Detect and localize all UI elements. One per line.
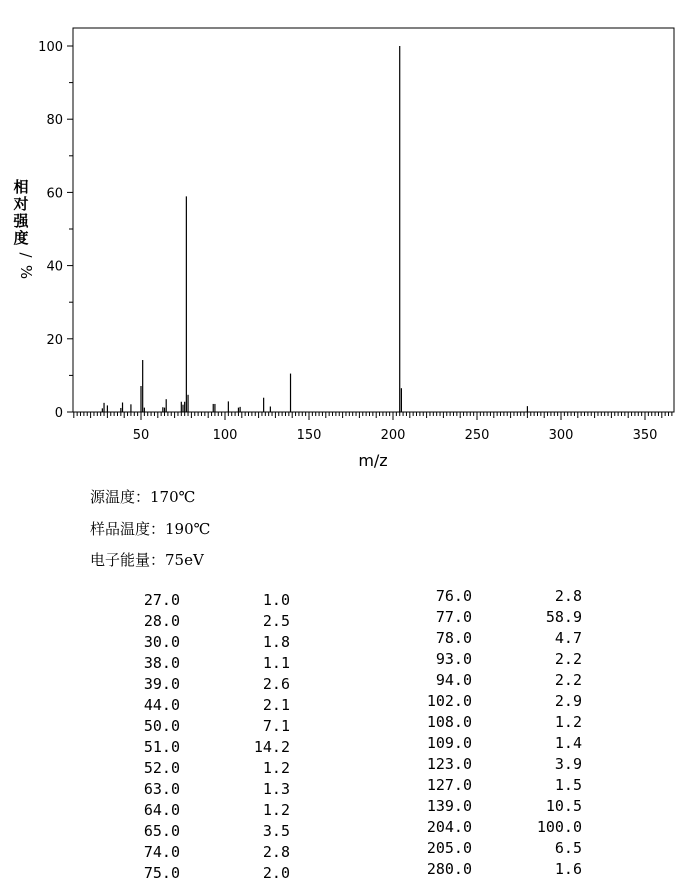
peak-mz: 27.0 [143, 591, 180, 609]
peak-intensity: 6.5 [554, 839, 582, 857]
sample-temperature: 样品温度：190℃ [90, 520, 211, 538]
peak-mz: 93.0 [435, 650, 472, 668]
peak-intensity: 1.2 [262, 759, 290, 777]
peak-table-row [300, 733, 600, 754]
peak-mz: 123.0 [426, 755, 472, 773]
peak-intensity: 7.1 [262, 717, 290, 735]
y-label-char: 度 [13, 229, 29, 247]
peak-table-row [300, 691, 600, 712]
peak-table-row [0, 611, 300, 632]
y-axis-label [12, 178, 35, 279]
peak-table-row [300, 838, 600, 859]
peak-intensity: 100.0 [536, 818, 582, 836]
peak-intensity: 1.3 [262, 780, 290, 798]
peak-table-right [300, 586, 600, 880]
peak-mz: 108.0 [426, 713, 472, 731]
x-tick-label: 50 [132, 428, 150, 443]
peak-table-row [300, 628, 600, 649]
peak-intensity: 14.2 [253, 738, 290, 756]
peak-mz: 77.0 [435, 608, 472, 626]
peak-mz: 205.0 [426, 839, 472, 857]
peak-mz: 51.0 [143, 738, 180, 756]
peak-table-row [0, 842, 300, 863]
y-tick-label: 40 [46, 259, 63, 275]
y-tick-label: 60 [46, 186, 63, 202]
peak-mz: 50.0 [143, 717, 180, 735]
peak-mz: 75.0 [143, 864, 180, 882]
peak-table-row [0, 800, 300, 821]
peak-table-row [300, 670, 600, 691]
x-tick-label: 350 [632, 428, 658, 443]
peak-table-row [0, 779, 300, 800]
peak-table-row [300, 754, 600, 775]
peak-intensity: 2.5 [262, 612, 290, 630]
peak-intensity: 1.4 [554, 734, 582, 752]
y-label-char: 相 [13, 178, 29, 196]
peak-table-row [300, 817, 600, 838]
peak-intensity: 2.1 [262, 696, 290, 714]
peak-mz: 74.0 [143, 843, 180, 861]
peak-table-row [300, 607, 600, 628]
peak-mz: 64.0 [143, 801, 180, 819]
peak-table-row [0, 863, 300, 884]
peak-mz: 204.0 [426, 818, 472, 836]
peak-mz: 109.0 [426, 734, 472, 752]
y-label-char: 对 [13, 195, 29, 213]
peak-table-row [0, 737, 300, 758]
peak-intensity: 1.0 [262, 591, 290, 609]
peak-mz: 76.0 [435, 587, 472, 605]
y-label-char: % [17, 264, 35, 280]
peak-intensity: 1.2 [262, 801, 290, 819]
peak-mz: 139.0 [426, 797, 472, 815]
x-axis [74, 412, 672, 443]
peak-table-row [300, 775, 600, 796]
peak-intensity: 1.8 [262, 633, 290, 651]
peak-intensity: 1.2 [554, 713, 582, 731]
y-tick-label: 80 [46, 113, 63, 129]
x-tick-label: 150 [296, 428, 322, 443]
peak-table-row [0, 695, 300, 716]
y-label-char: / [17, 252, 35, 258]
peak-intensity: 2.2 [554, 650, 582, 668]
peak-intensity: 3.5 [262, 822, 290, 840]
peak-mz: 127.0 [426, 776, 472, 794]
peak-table-row [0, 653, 300, 674]
x-tick-label: 200 [380, 428, 406, 443]
peak-mz: 280.0 [426, 860, 472, 878]
peak-intensity: 1.6 [554, 860, 582, 878]
peak-intensity: 2.6 [262, 675, 290, 693]
peak-intensity: 4.7 [554, 629, 582, 647]
peak-table-row [300, 859, 600, 880]
y-tick-label: 100 [38, 40, 63, 55]
peak-mz: 28.0 [143, 612, 180, 630]
peak-table-row [0, 758, 300, 779]
peak-intensity: 2.0 [262, 864, 290, 882]
x-tick-label: 250 [464, 428, 490, 443]
peak-mz: 44.0 [143, 696, 180, 714]
peak-mz: 65.0 [143, 822, 180, 840]
peak-mz: 30.0 [143, 633, 180, 651]
y-tick-label: 20 [46, 332, 63, 348]
peak-mz: 39.0 [143, 675, 180, 693]
peak-table-row [0, 674, 300, 695]
peak-table-row [300, 796, 600, 817]
plot-frame [73, 28, 674, 412]
peak-intensity: 2.9 [554, 692, 582, 710]
peak-intensity: 3.9 [554, 755, 582, 773]
y-tick-label: 0 [54, 406, 63, 421]
electron-energy: 电子能量：75eV [90, 551, 204, 569]
peak-mz: 94.0 [435, 671, 472, 689]
peak-table-row [0, 632, 300, 653]
x-tick-label: 300 [548, 428, 574, 443]
peak-table-row [0, 716, 300, 737]
peak-mz: 52.0 [143, 759, 180, 777]
peak-table-row [0, 590, 300, 611]
x-tick-label: 100 [212, 428, 238, 443]
peak-mz: 63.0 [143, 780, 180, 798]
peak-intensity: 1.5 [554, 776, 582, 794]
y-axis [38, 40, 73, 421]
peak-intensity: 10.5 [545, 797, 582, 815]
peak-mz: 102.0 [426, 692, 472, 710]
peak-table-row [300, 586, 600, 607]
peak-intensity: 1.1 [262, 654, 290, 672]
peak-table-row [0, 821, 300, 842]
peak-mz: 38.0 [143, 654, 180, 672]
peak-intensity: 2.2 [554, 671, 582, 689]
peak-mz: 78.0 [435, 629, 472, 647]
source-temperature: 源温度：170℃ [90, 488, 196, 506]
peak-intensity: 58.9 [545, 608, 582, 626]
peak-table-row [300, 712, 600, 733]
peak-intensity: 2.8 [262, 843, 290, 861]
peak-bars [102, 46, 527, 412]
peak-intensity: 2.8 [554, 587, 582, 605]
x-axis-label: m/z [358, 451, 388, 470]
y-label-char: 强 [13, 212, 29, 230]
peak-table-left [0, 590, 300, 884]
peak-table-row [300, 649, 600, 670]
